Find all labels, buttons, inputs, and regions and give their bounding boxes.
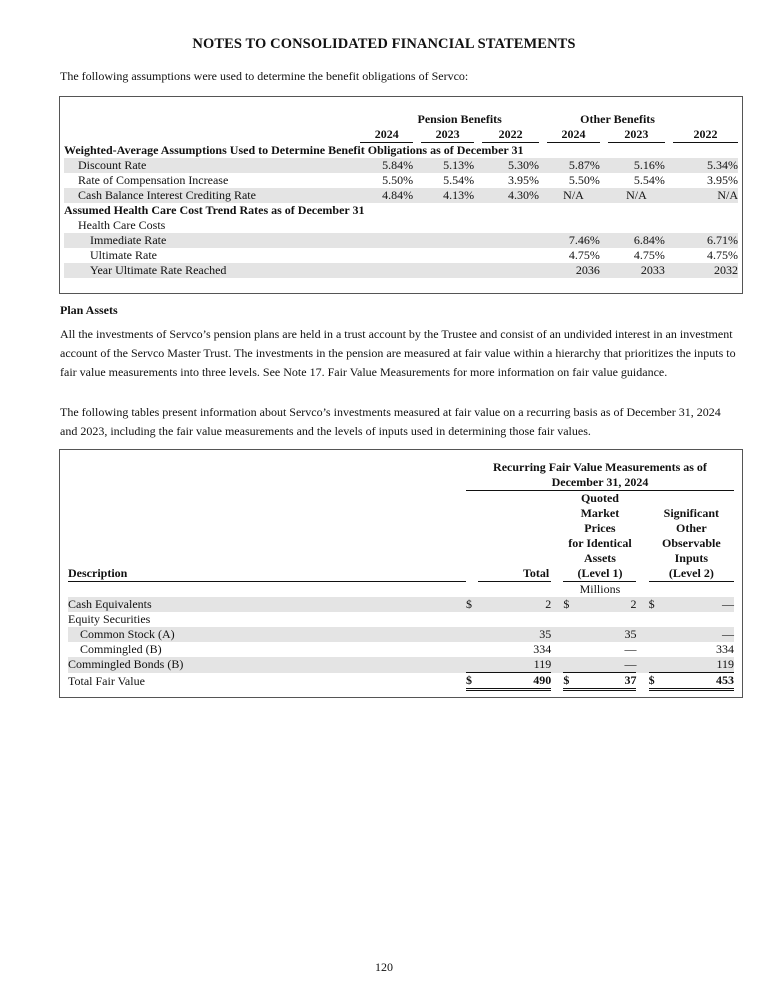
table-row xyxy=(68,597,734,612)
pension-benefits-header: Pension Benefits xyxy=(417,112,502,126)
level2-value: — xyxy=(661,627,734,642)
other-benefits-header: Other Benefits xyxy=(580,112,655,126)
currency-symbol: $ xyxy=(466,597,478,612)
cell-value: 3.95% xyxy=(707,173,738,187)
header-title-row xyxy=(68,460,734,475)
table-row xyxy=(64,263,738,278)
level2-header-line: Observable xyxy=(661,536,721,550)
table-row xyxy=(64,173,738,188)
cell-value: 5.84% xyxy=(360,158,413,173)
row-label: Total Fair Value xyxy=(68,673,145,688)
cell-value: 5.34% xyxy=(673,158,738,173)
cell-value: 4.75% xyxy=(633,248,665,262)
level2-header-line: Significant xyxy=(663,506,719,520)
cell-value: 5.50% xyxy=(568,173,600,187)
currency-symbol: $ xyxy=(563,673,575,690)
level1-value: 2 xyxy=(576,597,637,612)
cell-value: 2033 xyxy=(608,263,665,278)
level1-value: — xyxy=(624,642,637,656)
row-label: Rate of Compensation Increase xyxy=(78,173,229,187)
row-label: Common Stock (A) xyxy=(68,627,466,642)
year-header: 2023 xyxy=(421,127,474,143)
total-column-header: Total xyxy=(478,566,551,582)
weighted-average-section-title: Weighted-Average Assumptions Used to Determine Benefit Obligations as of December 31 xyxy=(64,143,524,157)
plan-assets-heading: Plan Assets xyxy=(60,303,118,317)
cell-value: 7.46% xyxy=(547,233,600,248)
description-column-header: Description xyxy=(68,566,466,582)
currency-symbol: $ xyxy=(649,597,661,612)
level1-value: — xyxy=(576,657,637,673)
cell-value: N/A xyxy=(547,188,600,203)
table-row xyxy=(64,233,738,248)
cell-value: 5.50% xyxy=(382,173,414,187)
fair-value-table-box xyxy=(59,449,743,698)
table-row xyxy=(64,158,738,173)
cell-value: 4.30% xyxy=(482,188,539,203)
level2-value: 453 xyxy=(661,673,734,690)
subheading-row xyxy=(64,218,738,233)
level2-header-line: Other xyxy=(676,521,707,535)
total-row xyxy=(68,673,734,690)
level2-value: 334 xyxy=(716,642,734,656)
row-label: Commingled (B) xyxy=(80,642,162,656)
currency-symbol: $ xyxy=(563,597,575,612)
cell-value: 4.75% xyxy=(707,248,738,262)
table-row xyxy=(68,627,734,642)
level1-header-line: Assets xyxy=(583,551,616,565)
table-row xyxy=(64,188,738,203)
section-title-row xyxy=(64,143,738,159)
year-header: 2022 xyxy=(673,127,738,143)
row-label: Cash Balance Interest Crediting Rate xyxy=(64,188,360,203)
cell-value: 4.13% xyxy=(421,188,474,203)
table-row xyxy=(68,657,734,673)
cell-value: 6.71% xyxy=(673,233,738,248)
row-label: Cash Equivalents xyxy=(68,597,466,612)
cell-value: 5.54% xyxy=(443,173,475,187)
health-care-section-title: Assumed Health Care Cost Trend Rates as of December 31 xyxy=(64,203,365,217)
total-value: 334 xyxy=(533,642,552,656)
total-value: 119 xyxy=(478,657,551,673)
row-label: Ultimate Rate xyxy=(90,248,157,262)
level1-header-line: (Level 1) xyxy=(563,566,636,582)
level2-header-line: (Level 2) xyxy=(649,566,734,582)
year-header: 2024 xyxy=(547,127,600,143)
level1-value: 35 xyxy=(576,627,637,642)
total-value: 490 xyxy=(478,673,551,690)
row-label: Equity Securities xyxy=(68,612,151,626)
cell-value: 5.13% xyxy=(421,158,474,173)
assumptions-table-box xyxy=(59,96,743,294)
cell-value: 5.87% xyxy=(547,158,600,173)
currency-symbol: $ xyxy=(649,673,661,690)
cell-value: 5.30% xyxy=(482,158,539,173)
units-label: Millions xyxy=(579,582,621,596)
assumptions-table xyxy=(64,112,738,278)
page-title: NOTES TO CONSOLIDATED FINANCIAL STATEMENTS xyxy=(192,36,576,52)
year-header: 2022 xyxy=(482,127,539,143)
cell-value: 5.16% xyxy=(608,158,665,173)
row-label: Discount Rate xyxy=(64,158,360,173)
level1-header-line: Prices xyxy=(584,521,616,535)
units-row xyxy=(68,582,734,598)
fair-value-header-line2: December 31, 2024 xyxy=(466,475,734,491)
fair-value-intro-paragraph: The following tables present information about Servco’s investments measured at fair value on a recurring basis as of December 31, 2024 and 2023, including the fair value measurements and the levels of inputs used in determining those fair values. xyxy=(60,405,721,438)
table-row xyxy=(64,248,738,263)
level1-value: 37 xyxy=(576,673,637,690)
fair-value-table xyxy=(68,460,734,691)
year-header: 2023 xyxy=(608,127,665,143)
cell-value: N/A xyxy=(608,188,665,203)
row-label: Immediate Rate xyxy=(64,233,360,248)
row-label: Commingled Bonds (B) xyxy=(68,657,466,673)
cell-value: 4.84% xyxy=(360,188,413,203)
level1-header-line: for Identical xyxy=(568,536,632,550)
cell-value: 2032 xyxy=(673,263,738,278)
cell-value: N/A xyxy=(673,188,738,203)
plan-assets-paragraph: All the investments of Servco’s pension plans are held in a trust account by the Trustee and consist of an undivided interest in an investment account of the Servco Master Trust. The investments in the pension are measured at fair value within a hierarchy that prioritizes the inputs to fair value measurements into three levels. See Note 17. Fair Value Measurements for more information on fair value guidance. xyxy=(60,327,736,379)
page-number: 120 xyxy=(375,960,393,974)
level2-header-line: Inputs xyxy=(674,551,708,565)
currency-symbol: $ xyxy=(466,673,478,690)
total-value: 2 xyxy=(478,597,551,612)
table-row xyxy=(68,642,734,657)
fair-value-header-line1: Recurring Fair Value Measurements as of xyxy=(493,460,707,474)
cell-value: 6.84% xyxy=(608,233,665,248)
cell-value: 5.54% xyxy=(633,173,665,187)
table-row xyxy=(68,612,734,627)
group-header-row xyxy=(64,112,738,127)
year-header: 2024 xyxy=(360,127,413,143)
column-header-row xyxy=(68,566,734,582)
total-value: 35 xyxy=(478,627,551,642)
level1-header-line: Market xyxy=(580,506,620,520)
intro-text: The following assumptions were used to determine the benefit obligations of Servco: xyxy=(60,69,469,83)
cell-value: 3.95% xyxy=(508,173,539,187)
section-title-row xyxy=(64,203,738,218)
health-care-costs-label: Health Care Costs xyxy=(78,218,166,232)
year-header-row xyxy=(64,127,738,143)
cell-value: 4.75% xyxy=(568,248,600,262)
row-label: Year Ultimate Rate Reached xyxy=(64,263,360,278)
level2-value: 119 xyxy=(661,657,734,673)
header-title-row xyxy=(68,475,734,491)
level1-header-line: Quoted xyxy=(580,491,619,505)
level2-value: — xyxy=(661,597,734,612)
cell-value: 2036 xyxy=(547,263,600,278)
